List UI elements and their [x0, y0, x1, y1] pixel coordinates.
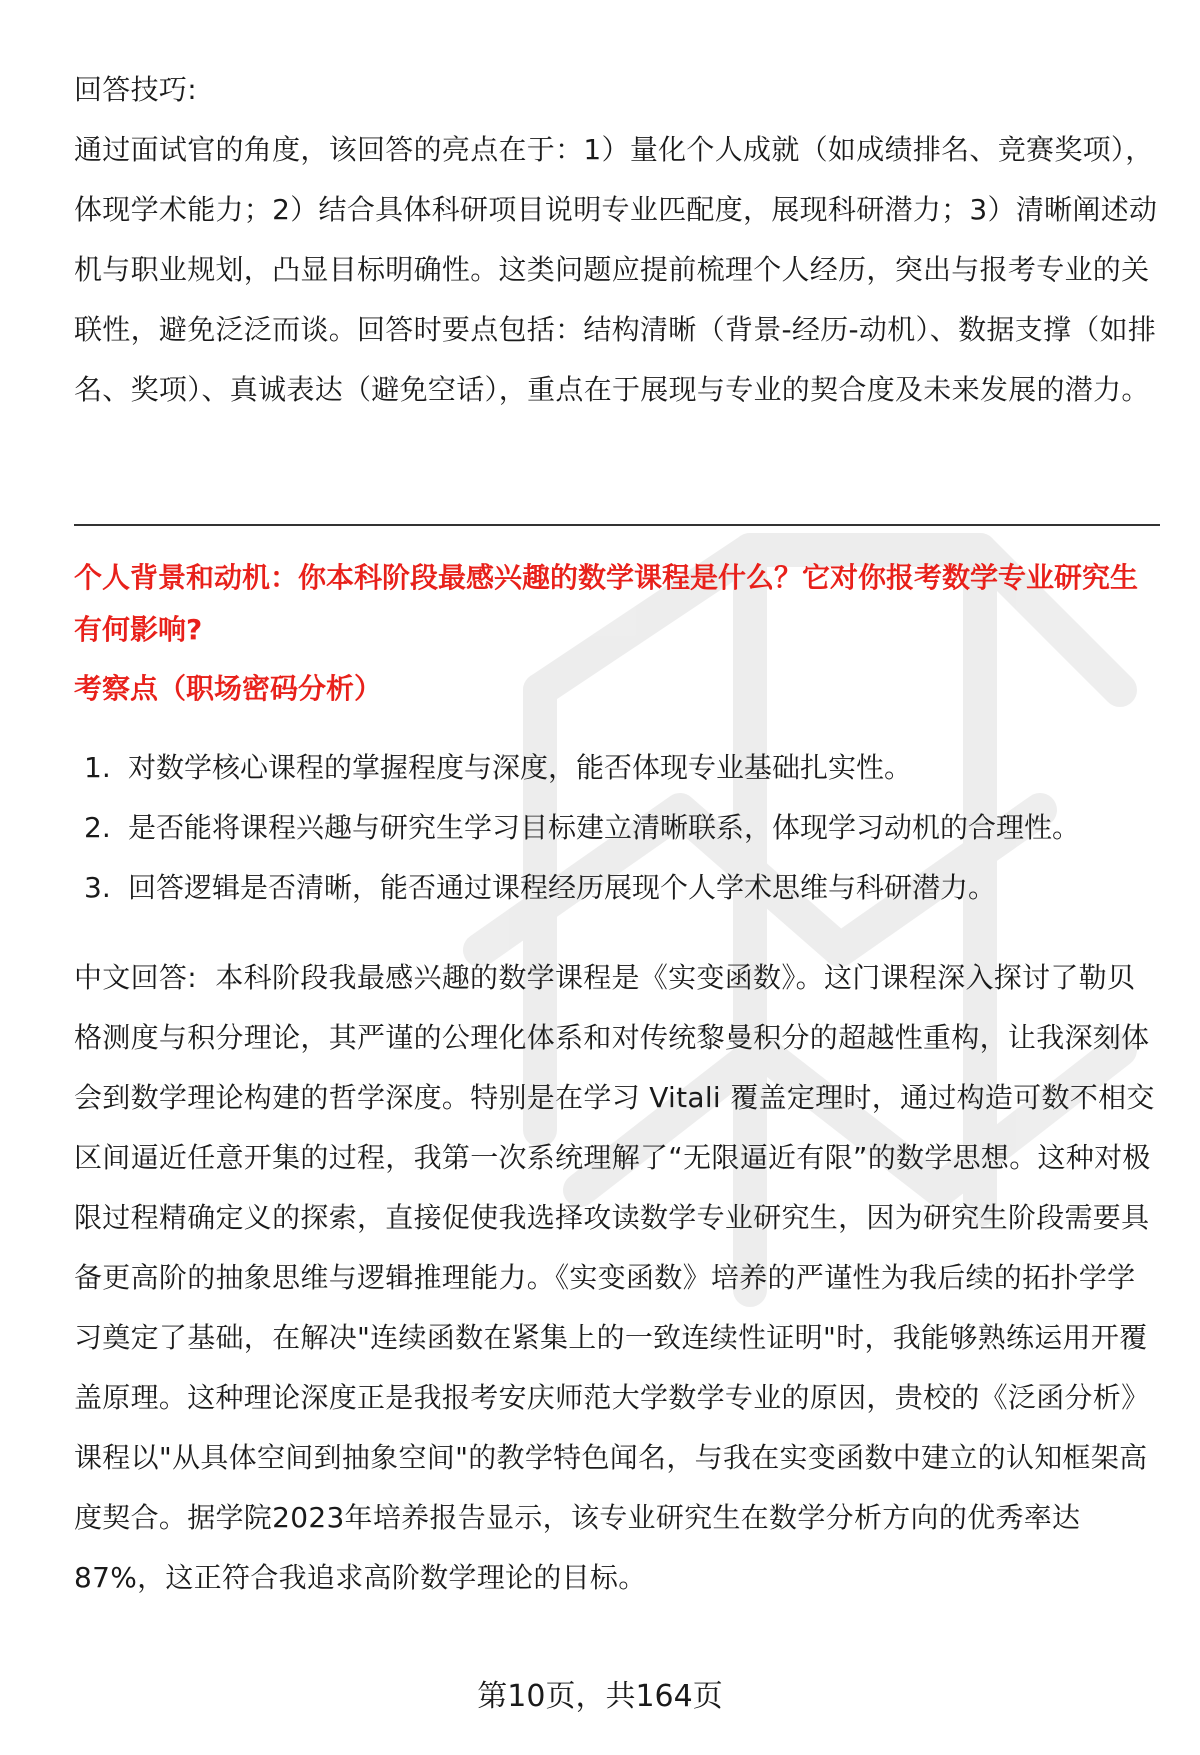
list-item — [74, 798, 1160, 858]
answer-label: 中文回答: — [74, 961, 197, 994]
question-title: 个人背景和动机：你本科阶段最感兴趣的数学课程是什么？它对你报考数学专业研究生有何影响? — [74, 561, 1139, 646]
points-list — [74, 738, 1160, 918]
list-item-text: 是否能将课程兴趣与研究生学习目标建立清晰联系，体现学习动机的合理性。 — [128, 811, 1081, 844]
tips-body: 通过面试官的角度，该回答的亮点在于：1）量化个人成就（如成绩排名、竞赛奖项），体现学术能力；2）结合具体科研项目说明专业匹配度，展现科研潜力；3）清晰阐述动机与职业规划，凸显目标明确性。这类问题应提前梳理个人经历，突出与报考专业的关联性，避免泛泛而谈。回答时要点包括：结构清晰（背景-经历-动机）、数据支撑（如排名、奖项）、真诚表达（避免空话），重点在于展现与专业的契合度及未来发展的潜力。 — [74, 133, 1158, 406]
section-divider — [74, 524, 1160, 526]
list-item-number: 2. — [84, 811, 111, 844]
list-item — [74, 858, 1160, 918]
answer-body: 本科阶段我最感兴趣的数学课程是《实变函数》。这门课程深入探讨了勒贝格测度与积分理论，其严谨的公理化体系和对传统黎曼积分的超越性重构，让我深刻体会到数学理论构建的哲学深度。特别是在学习 Vitali 覆盖定理时，通过构造可数不相交区间逼近任意开集的过程，我第一次系统理解了“无限逼近有限”的数学思想。这种对极限过程精确定义的探索，直接促使我选择攻读数学专业研究生，因为研究生阶段需要具备更高阶的抽象思维与逻辑推理能力。《实变函数》培养的严谨性为我后续的拓扑学学习奠定了基础，在解决"连续函数在紧集上的一致连续性证明"时，我能够熟练运用开覆盖原理。这种理论深度正是我报考安庆师范大学数学专业的原因，贵校的《泛函分析》课程以"从具体空间到抽象空间"的教学特色闻名，与我在实变函数中建立的认知框架高度契合。据学院2023年培养报告显示，该专业研究生在数学分析方向的优秀率达87%，这正符合我追求高阶数学理论的目标。 — [74, 961, 1155, 1594]
list-item-number: 3. — [84, 871, 111, 904]
tips-label: 回答技巧: — [74, 73, 197, 106]
points-heading: 考察点（职场密码分析） — [74, 672, 383, 705]
list-item-text: 回答逻辑是否清晰，能否通过课程经历展现个人学术思维与科研潜力。 — [128, 871, 997, 904]
list-item — [74, 738, 1160, 798]
page-number: 第10页，共164页 — [477, 1679, 723, 1714]
list-item-text: 对数学核心课程的掌握程度与深度，能否体现专业基础扎实性。 — [128, 751, 913, 784]
list-item-number: 1. — [84, 751, 111, 784]
answer-paragraph — [74, 948, 1160, 1608]
